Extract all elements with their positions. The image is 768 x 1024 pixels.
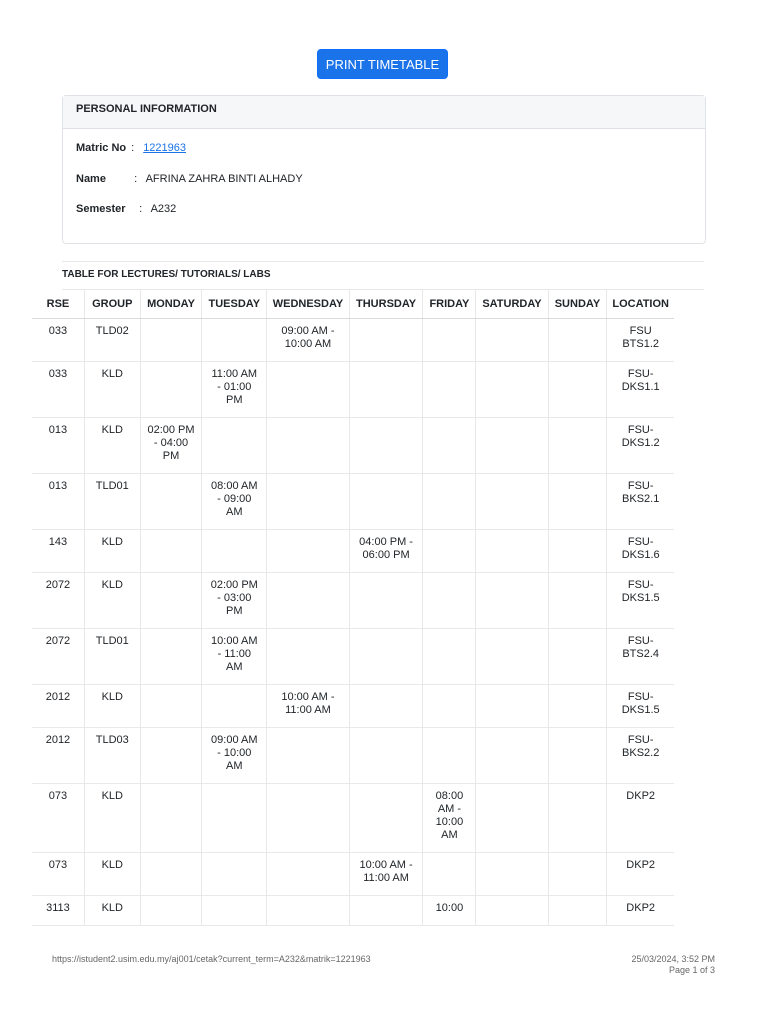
name-colon: : bbox=[134, 173, 138, 185]
column-header-sunday: SUNDAY bbox=[548, 290, 607, 319]
table-cell-location: FSU-DKS1.6 bbox=[607, 530, 674, 573]
table-cell-wednesday bbox=[267, 474, 350, 530]
table-cell-wednesday bbox=[267, 362, 350, 418]
column-header-monday: MONDAY bbox=[140, 290, 202, 319]
table-cell-group: KLD bbox=[84, 362, 140, 418]
table-cell-thursday bbox=[349, 784, 423, 853]
table-cell-monday bbox=[140, 319, 202, 362]
matric-label: Matric No bbox=[76, 142, 127, 154]
table-cell-thursday: 04:00 PM - 06:00 PM bbox=[349, 530, 423, 573]
table-cell-saturday bbox=[476, 853, 548, 896]
table-cell-location: DKP2 bbox=[607, 896, 674, 926]
table-cell-saturday bbox=[476, 728, 548, 784]
table-cell-wednesday: 09:00 AM - 10:00 AM bbox=[267, 319, 350, 362]
table-cell-rse: 2072 bbox=[32, 573, 84, 629]
table-cell-tuesday bbox=[202, 319, 267, 362]
table-cell-group: KLD bbox=[84, 573, 140, 629]
table-row bbox=[32, 573, 674, 629]
table-row bbox=[32, 362, 674, 418]
timetable-title: TABLE FOR LECTURES/ TUTORIALS/ LABS bbox=[62, 262, 704, 290]
table-cell-group: TLD01 bbox=[84, 474, 140, 530]
table-row bbox=[32, 853, 674, 896]
table-cell-wednesday bbox=[267, 896, 350, 926]
table-row bbox=[32, 629, 674, 685]
table-cell-friday bbox=[423, 573, 476, 629]
table-cell-monday: 02:00 PM - 04:00 PM bbox=[140, 418, 202, 474]
table-cell-sunday bbox=[548, 629, 607, 685]
column-header-location: LOCATION bbox=[607, 290, 674, 319]
table-cell-friday: 08:00 AM - 10:00 AM bbox=[423, 784, 476, 853]
table-cell-saturday bbox=[476, 474, 548, 530]
table-cell-location: FSU-BKS2.1 bbox=[607, 474, 674, 530]
table-cell-rse: 3113 bbox=[32, 896, 84, 926]
table-cell-thursday bbox=[349, 474, 423, 530]
table-cell-sunday bbox=[548, 418, 607, 474]
table-cell-group: KLD bbox=[84, 530, 140, 573]
table-cell-sunday bbox=[548, 362, 607, 418]
column-header-saturday: SATURDAY bbox=[476, 290, 548, 319]
table-cell-group: KLD bbox=[84, 418, 140, 474]
table-cell-monday bbox=[140, 530, 202, 573]
table-row bbox=[32, 784, 674, 853]
table-cell-friday bbox=[423, 474, 476, 530]
table-cell-monday bbox=[140, 629, 202, 685]
table-cell-group: KLD bbox=[84, 853, 140, 896]
table-cell-location: FSU-DKS1.2 bbox=[607, 418, 674, 474]
column-header-tuesday: TUESDAY bbox=[202, 290, 267, 319]
table-cell-tuesday: 09:00 AM - 10:00 AM bbox=[202, 728, 267, 784]
table-row bbox=[32, 685, 674, 728]
table-row bbox=[32, 896, 674, 926]
personal-information-header: PERSONAL INFORMATION bbox=[63, 96, 705, 129]
footer-meta bbox=[631, 954, 715, 976]
table-cell-wednesday: 10:00 AM - 11:00 AM bbox=[267, 685, 350, 728]
column-header-rse: RSE bbox=[32, 290, 84, 319]
column-header-thursday: THURSDAY bbox=[349, 290, 423, 319]
table-cell-monday bbox=[140, 573, 202, 629]
name-label: Name bbox=[76, 173, 106, 185]
semester-value: A232 bbox=[150, 203, 177, 215]
table-cell-saturday bbox=[476, 896, 548, 926]
table-cell-friday bbox=[423, 728, 476, 784]
table-cell-location: DKP2 bbox=[607, 784, 674, 853]
table-row bbox=[32, 418, 674, 474]
table-cell-location: FSU-DKS1.5 bbox=[607, 573, 674, 629]
table-cell-location: FSU-BKS2.2 bbox=[607, 728, 674, 784]
table-cell-group: KLD bbox=[84, 784, 140, 853]
table-cell-sunday bbox=[548, 474, 607, 530]
table-cell-monday bbox=[140, 474, 202, 530]
print-timetable-button[interactable]: PRINT TIMETABLE bbox=[317, 49, 448, 79]
table-cell-sunday bbox=[548, 728, 607, 784]
table-cell-sunday bbox=[548, 784, 607, 853]
table-cell-tuesday: 02:00 PM - 03:00 PM bbox=[202, 573, 267, 629]
table-cell-group: TLD02 bbox=[84, 319, 140, 362]
table-cell-thursday bbox=[349, 418, 423, 474]
table-cell-sunday bbox=[548, 853, 607, 896]
table-row bbox=[32, 728, 674, 784]
table-cell-thursday bbox=[349, 362, 423, 418]
table-cell-tuesday bbox=[202, 530, 267, 573]
table-cell-saturday bbox=[476, 629, 548, 685]
table-cell-location: FSU-DKS1.5 bbox=[607, 685, 674, 728]
table-cell-group: TLD03 bbox=[84, 728, 140, 784]
table-cell-wednesday bbox=[267, 573, 350, 629]
table-cell-saturday bbox=[476, 784, 548, 853]
table-cell-saturday bbox=[476, 418, 548, 474]
table-cell-group: TLD01 bbox=[84, 629, 140, 685]
table-cell-location: DKP2 bbox=[607, 853, 674, 896]
table-cell-monday bbox=[140, 685, 202, 728]
table-cell-thursday bbox=[349, 728, 423, 784]
table-cell-tuesday bbox=[202, 853, 267, 896]
table-cell-saturday bbox=[476, 319, 548, 362]
table-cell-thursday bbox=[349, 319, 423, 362]
table-cell-thursday bbox=[349, 685, 423, 728]
table-cell-location: FSU-BTS2.4 bbox=[607, 629, 674, 685]
table-cell-tuesday: 11:00 AM - 01:00 PM bbox=[202, 362, 267, 418]
table-cell-tuesday bbox=[202, 784, 267, 853]
table-cell-friday bbox=[423, 319, 476, 362]
table-cell-rse: 073 bbox=[32, 784, 84, 853]
table-cell-rse: 2012 bbox=[32, 728, 84, 784]
column-header-group: GROUP bbox=[84, 290, 140, 319]
table-cell-tuesday bbox=[202, 418, 267, 474]
table-cell-friday bbox=[423, 530, 476, 573]
table-cell-sunday bbox=[548, 896, 607, 926]
table-cell-tuesday: 10:00 AM - 11:00 AM bbox=[202, 629, 267, 685]
timetable-table bbox=[32, 290, 674, 926]
table-cell-monday bbox=[140, 853, 202, 896]
table-row bbox=[32, 474, 674, 530]
table-cell-friday bbox=[423, 629, 476, 685]
table-row bbox=[32, 319, 674, 362]
timetable-body bbox=[32, 319, 674, 926]
name-row bbox=[76, 173, 303, 185]
table-row bbox=[32, 530, 674, 573]
table-cell-rse: 033 bbox=[32, 362, 84, 418]
table-cell-saturday bbox=[476, 362, 548, 418]
table-cell-saturday bbox=[476, 530, 548, 573]
table-cell-tuesday bbox=[202, 685, 267, 728]
matric-colon: : bbox=[131, 142, 135, 154]
table-cell-rse: 033 bbox=[32, 319, 84, 362]
table-cell-wednesday bbox=[267, 629, 350, 685]
table-cell-friday bbox=[423, 362, 476, 418]
footer-url: https://istudent2.usim.edu.my/aj001/cetak?current_term=A232&matrik=1221963 bbox=[52, 954, 371, 964]
table-cell-monday bbox=[140, 728, 202, 784]
column-header-friday: FRIDAY bbox=[423, 290, 476, 319]
footer-datetime: 25/03/2024, 3:52 PM bbox=[631, 954, 715, 964]
matric-row bbox=[76, 142, 186, 154]
table-cell-monday bbox=[140, 362, 202, 418]
table-cell-rse: 013 bbox=[32, 418, 84, 474]
table-cell-thursday bbox=[349, 629, 423, 685]
table-cell-saturday bbox=[476, 573, 548, 629]
table-cell-group: KLD bbox=[84, 896, 140, 926]
matric-link[interactable]: 1221963 bbox=[143, 142, 187, 154]
table-cell-thursday: 10:00 AM - 11:00 AM bbox=[349, 853, 423, 896]
table-cell-thursday bbox=[349, 896, 423, 926]
table-cell-wednesday bbox=[267, 853, 350, 896]
footer-page-number: Page 1 of 3 bbox=[668, 965, 715, 975]
semester-label: Semester bbox=[76, 203, 126, 215]
table-cell-monday bbox=[140, 784, 202, 853]
semester-colon: : bbox=[139, 203, 143, 215]
table-cell-friday bbox=[423, 685, 476, 728]
table-cell-rse: 073 bbox=[32, 853, 84, 896]
table-cell-wednesday bbox=[267, 784, 350, 853]
table-cell-wednesday bbox=[267, 530, 350, 573]
table-cell-friday bbox=[423, 418, 476, 474]
table-cell-sunday bbox=[548, 319, 607, 362]
column-header-wednesday: WEDNESDAY bbox=[267, 290, 350, 319]
semester-row bbox=[76, 203, 176, 215]
table-cell-group: KLD bbox=[84, 685, 140, 728]
table-cell-monday bbox=[140, 896, 202, 926]
personal-information-card bbox=[62, 95, 706, 244]
timetable-section bbox=[45, 261, 704, 914]
timetable-header-row bbox=[32, 290, 674, 319]
table-cell-rse: 2072 bbox=[32, 629, 84, 685]
table-cell-rse: 2012 bbox=[32, 685, 84, 728]
table-cell-rse: 013 bbox=[32, 474, 84, 530]
table-cell-tuesday: 08:00 AM - 09:00 AM bbox=[202, 474, 267, 530]
table-cell-saturday bbox=[476, 685, 548, 728]
table-cell-location: FSU BTS1.2 bbox=[607, 319, 674, 362]
table-cell-wednesday bbox=[267, 728, 350, 784]
table-cell-rse: 143 bbox=[32, 530, 84, 573]
table-cell-tuesday bbox=[202, 896, 267, 926]
table-cell-thursday bbox=[349, 573, 423, 629]
table-cell-sunday bbox=[548, 573, 607, 629]
table-cell-sunday bbox=[548, 685, 607, 728]
name-value: AFRINA ZAHRA BINTI ALHADY bbox=[145, 173, 303, 185]
table-cell-friday: 10:00 bbox=[423, 896, 476, 926]
table-cell-wednesday bbox=[267, 418, 350, 474]
table-cell-location: FSU-DKS1.1 bbox=[607, 362, 674, 418]
table-cell-friday bbox=[423, 853, 476, 896]
table-cell-sunday bbox=[548, 530, 607, 573]
